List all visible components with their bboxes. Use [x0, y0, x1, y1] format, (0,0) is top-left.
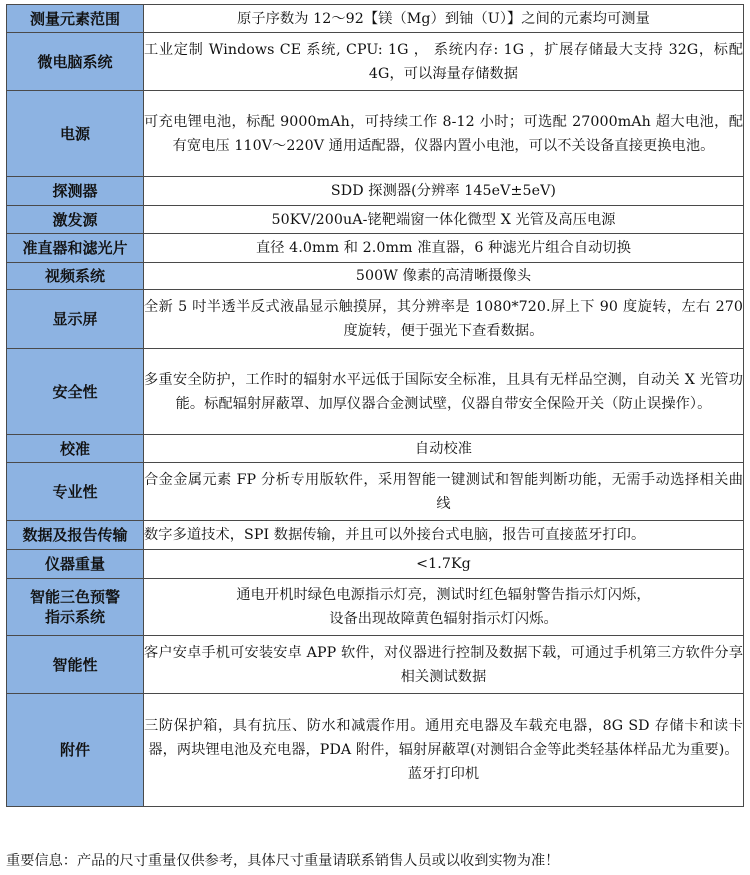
row-value: 可充电锂电池，标配 9000mAh，可持续工作 8-12 小时；可选配 27000mAh 超大电池，配有宽电压 110V～220V 通用适配器，仪器内置小电池，可以不关设备直接更换电池。: [144, 91, 744, 177]
footer-note: 重要信息：产品的尺寸重量仅供参考，具体尺寸重量请联系销售人员或以收到实物为准！: [6, 853, 560, 869]
row-value-extra: 蓝牙打印机: [407, 766, 480, 782]
row-label: 附件: [7, 694, 144, 807]
row-label: 测量元素范围: [7, 5, 144, 33]
table-row: [7, 579, 744, 636]
table-row: [7, 91, 744, 177]
row-label: 视频系统: [7, 263, 144, 290]
row-value: 客户安卓手机可安装安卓 APP 软件，对仪器进行控制及数据下载，可通过手机第三方软件分享相关测试数据: [144, 636, 744, 694]
row-value: [144, 579, 744, 636]
row-label: 探测器: [7, 177, 144, 206]
table-row: [7, 177, 744, 206]
row-label: 安全性: [7, 349, 144, 435]
row-value: 直径 4.0mm 和 2.0mm 准直器，6 种滤光片组合自动切换: [144, 234, 744, 263]
row-value: 全新 5 吋半透半反式液晶显示触摸屏，其分辨率是 1080*720.屏上下 90 度旋转，左右 270 度旋转，便于强光下查看数据。: [144, 290, 744, 349]
row-value-line: 通电开机时绿色电源指示灯亮，测试时红色辐射警告指示灯闪烁，: [236, 587, 651, 603]
row-value: 多重安全防护，工作时的辐射水平远低于国际安全标准，且具有无样品空测，自动关 X 光管功能。标配辐射屏蔽罩、加厚仪器合金测试壁，仪器自带安全保险开关（防止误操作）。: [144, 349, 744, 435]
row-value-main: 三防保护箱，具有抗压、防水和减震作用。通用充电器及车载充电器，8G SD 存储卡和读卡器，两块锂电池及充电器，PDA 附件，辐射屏蔽罩(对测铝合金等此类轻基体样品尤为重要)。: [144, 718, 743, 758]
row-value: [144, 694, 744, 807]
row-label: 电源: [7, 91, 144, 177]
row-value: 原子序数为 12～92【镁（Mg）到铀（U）】之间的元素均可测量: [144, 5, 744, 33]
row-value: 500W 像素的高清晰摄像头: [144, 263, 744, 290]
table-row: [7, 5, 744, 33]
table-row: [7, 435, 744, 463]
row-label: [7, 579, 144, 636]
table-row: [7, 463, 744, 521]
row-value: 50KV/200uA-铑靶端窗一体化微型 X 光管及高压电源: [144, 206, 744, 234]
row-value: SDD 探测器(分辨率 145eV±5eV): [144, 177, 744, 206]
row-value: 自动校准: [144, 435, 744, 463]
row-value: 工业定制 Windows CE 系统, CPU: 1G ， 系统内存: 1G ，扩展存储最大支持 32G，标配 4G，可以海量存储数据: [144, 33, 744, 91]
row-label: 校准: [7, 435, 144, 463]
row-label-line: 智能三色预警: [29, 588, 120, 606]
table-row: [7, 206, 744, 234]
row-label: 智能性: [7, 636, 144, 694]
row-value-line: 设备出现故障黄色辐射指示灯闪烁。: [329, 611, 558, 627]
spec-table: [6, 4, 744, 807]
table-row: [7, 521, 744, 550]
row-label: 微电脑系统: [7, 33, 144, 91]
row-value: <1.7Kg: [144, 550, 744, 579]
row-value: 数字多道技术，SPI 数据传输，并且可以外接台式电脑，报告可直接蓝牙打印。: [144, 521, 744, 550]
table-row: [7, 550, 744, 579]
row-label: 准直器和滤光片: [7, 234, 144, 263]
row-label: 仪器重量: [7, 550, 144, 579]
table-row: [7, 694, 744, 807]
table-row: [7, 234, 744, 263]
table-row: [7, 290, 744, 349]
row-label-line: 指示系统: [44, 608, 105, 626]
table-row: [7, 33, 744, 91]
row-label: 专业性: [7, 463, 144, 521]
row-value: 合金金属元素 FP 分析专用版软件，采用智能一键测试和智能判断功能，无需手动选择相关曲线: [144, 463, 744, 521]
row-label: 显示屏: [7, 290, 144, 349]
table-row: [7, 636, 744, 694]
row-label: 数据及报告传输: [7, 521, 144, 550]
table-row: [7, 263, 744, 290]
table-row: [7, 349, 744, 435]
row-label: 激发源: [7, 206, 144, 234]
